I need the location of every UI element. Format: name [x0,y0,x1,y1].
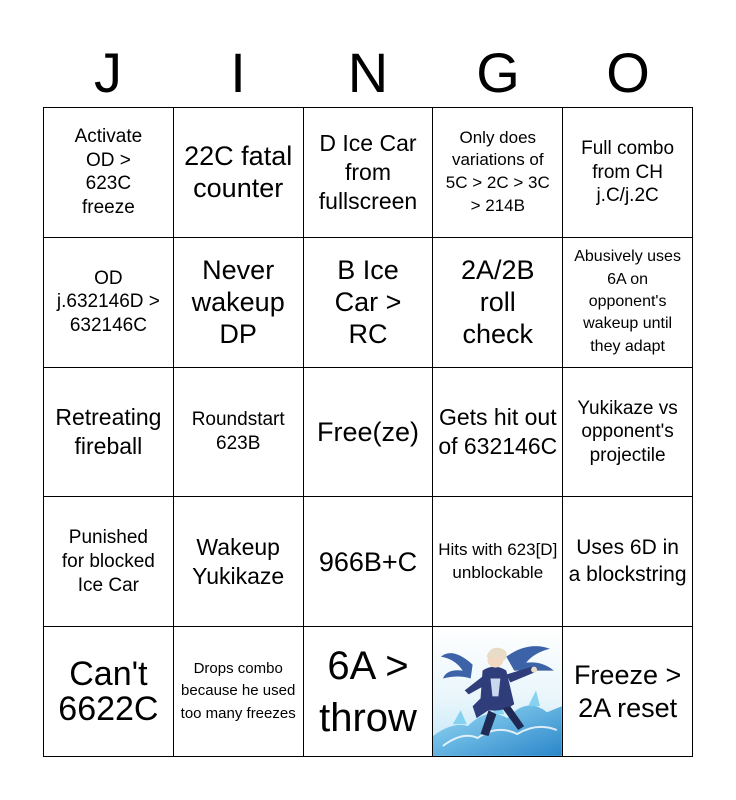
cell-text: OD j.632146D > 632146C [56,267,160,336]
cell-text: 22C fatal counter [184,141,293,204]
header-letter-g: G [476,41,520,104]
bingo-cell-r1c5[interactable] [563,108,693,238]
bingo-cell-r5c2[interactable] [174,627,304,757]
bingo-cell-r4c1[interactable] [44,497,174,627]
cell-text: Gets hit out of 632146C [438,403,558,459]
cell-text: 966B+C [318,546,418,577]
cell-text: Retreating fireball [55,403,162,459]
bingo-cell-r1c3[interactable] [304,108,434,238]
cell-text: Punished for blocked Ice Car [61,527,155,596]
bingo-cell-r5c3[interactable] [304,627,434,757]
bingo-cell-r2c5[interactable] [563,238,693,368]
bingo-cell-r4c3[interactable] [304,497,434,627]
bingo-cell-r4c2[interactable] [174,497,304,627]
cell-text: Abusively uses 6A on opponent's wakeup until they adapt [574,248,681,355]
cell-text: Activate OD > 623C freeze [74,126,143,218]
cell-text: Only does variations of 5C > 2C > 3C > 214B [445,127,550,216]
cell-text: Wakeup Yukikaze [192,533,285,589]
bingo-cell-r3c5[interactable] [563,368,693,498]
bingo-cell-r1c4[interactable] [433,108,563,238]
cell-text: Uses 6D in a blockstring [568,536,687,586]
cell-text: Hits with 623[D] unblockable [438,539,558,582]
cell-text: 2A/2B roll check [461,254,535,350]
bingo-header [43,38,693,108]
bingo-cell-r3c2[interactable] [174,368,304,498]
cell-text: 6A > throw [319,643,417,740]
header-letter-i: I [230,41,246,104]
cell-text: Never wakeup DP [191,254,285,350]
bingo-cell-r2c4[interactable] [433,238,563,368]
bingo-cell-r5c1[interactable] [44,627,174,757]
header-letter-n: N [347,41,389,104]
character-ice-art-icon [433,627,562,756]
bingo-cell-r5c5[interactable] [563,627,693,757]
bingo-cell-r3c1[interactable] [44,368,174,498]
header-letter-j: J [94,41,122,104]
cell-text: Free(ze) [316,416,419,447]
bingo-cell-r4c4[interactable] [433,497,563,627]
bingo-cell-r2c1[interactable] [44,238,174,368]
cell-text: Drops combo because he used too many freezes [180,659,296,722]
cell-text: Full combo from CH j.C/j.2C [581,138,675,207]
cell-text: Can't 6622C [58,654,159,728]
cell-text: Freeze > 2A reset [573,660,682,723]
bingo-cell-r1c2[interactable] [174,108,304,238]
cell-text: Roundstart 623B [191,409,285,454]
header-letter-o: O [606,41,650,104]
cell-text: B Ice Car > RC [334,254,402,350]
cell-text: Yukikaze vs opponent's projectile [577,397,678,466]
bingo-cell-r2c3[interactable] [304,238,434,368]
bingo-cell-r3c3[interactable] [304,368,434,498]
cell-text: D Ice Car from fullscreen [318,129,418,214]
bingo-board [43,107,693,757]
bingo-cell-r4c5[interactable] [563,497,693,627]
bingo-cell-r1c1[interactable] [44,108,174,238]
bingo-cell-r3c4[interactable] [433,368,563,498]
bingo-cell-r5c4-free-image[interactable] [433,627,563,757]
bingo-cell-r2c2[interactable] [174,238,304,368]
